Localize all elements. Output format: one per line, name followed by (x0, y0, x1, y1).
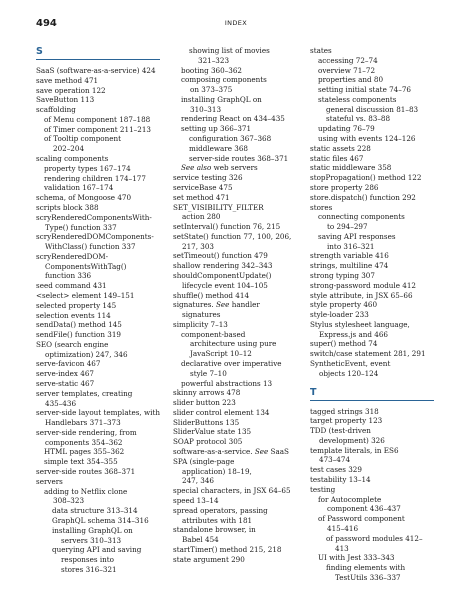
index-subentry (36, 174, 160, 184)
section-divider (310, 400, 434, 401)
entry-line: connecting components (318, 212, 405, 222)
entry-line: SaaS (software-as-a-service) 424 (36, 66, 156, 75)
index-subentry (36, 183, 160, 193)
index-entry (36, 389, 160, 409)
index-entry (310, 281, 434, 291)
index-subentry (36, 545, 160, 574)
entry-line: shouldComponentUpdate() (173, 270, 272, 280)
entry-line: 473–474 (319, 455, 351, 465)
index-entry (36, 320, 160, 330)
entry-line: switch/case statement 281, 291 (310, 349, 426, 359)
entry-line: component-based (181, 329, 246, 339)
entry-line: rendering React on 434–435 (181, 114, 285, 124)
entry-line: of password modules 412–413 (326, 533, 423, 553)
entry-line: TestUtils 336–337 (335, 572, 401, 582)
entry-line: seed command 431 (36, 281, 107, 291)
index-entry (310, 251, 434, 261)
index-entry (310, 446, 434, 466)
entry-line: server-side layout templates, with (36, 408, 160, 418)
index-entry (310, 154, 434, 164)
entry-line: on 373–375 (190, 85, 233, 95)
entry-line: querying API and saving (52, 545, 142, 555)
entry-line: SliderButtons 135 (173, 417, 240, 427)
entry-line: test cases 329 (310, 465, 362, 475)
index-subentry (310, 56, 434, 66)
index-entry (36, 86, 160, 96)
index-subentry (310, 212, 434, 232)
entry-line: rendering children 174–177 (44, 173, 146, 183)
index-entry (36, 330, 160, 340)
entry-line: HTML pages 355–362 (44, 447, 125, 457)
entry-line: standalone browser, in (173, 525, 256, 535)
entry-line: servers 310–313 (61, 535, 122, 545)
index-entry (310, 173, 434, 183)
entry-line: testing (310, 484, 336, 494)
entry-line: serve-static 467 (36, 379, 95, 388)
entry-line: 308–323 (53, 496, 85, 506)
index-entry (173, 173, 297, 183)
entry-line: skinny arrows 478 (173, 388, 241, 398)
entry-line: style-loader 233 (310, 310, 369, 320)
entry-line: scaling components (36, 154, 109, 164)
entry-line: tagged strings 318 (310, 406, 379, 416)
index-subentry (36, 506, 160, 516)
index-entry (36, 95, 160, 105)
entry-line: adding to Netflix clone (44, 486, 128, 496)
index-entry (310, 359, 434, 379)
index-subentry (173, 66, 297, 76)
entry-line: static middleware 358 (310, 163, 392, 173)
entry-line: architecture using pure (190, 339, 277, 349)
index-entry (310, 203, 434, 213)
index-subentry (173, 46, 297, 66)
entry-line: 247, 346 (182, 476, 215, 486)
entry-line: 415–416 (327, 523, 359, 533)
entry-line: setting up 366–371 (181, 124, 252, 134)
entry-line: serve-index 467 (36, 369, 94, 379)
index-entry (173, 193, 297, 203)
entry-line: overview 71–72 (318, 65, 376, 75)
index-subentry (173, 144, 297, 154)
entry-line: scryRenderedDOM- (36, 251, 109, 261)
entry-line: declarative over imperative (181, 359, 282, 368)
index-entry (36, 291, 160, 301)
entry-line: component 436–437 (327, 504, 401, 514)
entry-line: for Autocomplete (318, 494, 382, 504)
index-entry (173, 545, 297, 555)
index-subentry (173, 154, 297, 164)
page-number: 494 (36, 18, 57, 29)
entry-line: simple text 354–355 (44, 457, 118, 467)
index-entry (310, 320, 434, 340)
index-entry (173, 437, 297, 447)
entry-line: serve-favicon 467 (36, 359, 101, 369)
index-subentry (310, 75, 434, 85)
entry-line: installing GraphQL on (52, 525, 133, 535)
index-entry (36, 203, 160, 213)
index-subentry (173, 95, 297, 115)
entry-line: Express.js and 466 (319, 329, 388, 339)
index-subentry (36, 447, 160, 457)
index-entry (173, 203, 297, 223)
entry-line: attributes with 181 (182, 515, 253, 525)
entry-line: Type() function 337 (45, 222, 117, 232)
index-column-3 (310, 46, 434, 583)
entry-line: setting initial state 74–76 (318, 85, 411, 95)
entry-line: scryRenderedDOMComponents- (36, 232, 154, 242)
section-letter-t: T (310, 386, 317, 398)
index-entry (310, 183, 434, 193)
entry-line: strong typing 307 (310, 270, 375, 280)
entry-line: software-as-a-service. See SaaS (173, 447, 289, 457)
entry-line: template literals, in ES6 (310, 445, 399, 455)
index-subentry (310, 114, 434, 124)
entry-line: startTimer() method 215, 218 (173, 544, 282, 554)
entry-line: SOAP protocol 305 (173, 437, 243, 447)
entry-line: accessing 72–74 (318, 55, 378, 65)
entry-line: stores 316–321 (61, 564, 117, 574)
index-subentry (310, 124, 434, 134)
index-entry (310, 339, 434, 349)
entry-line: UI with Jest 333–343 (318, 553, 395, 563)
index-entry (36, 105, 160, 115)
entry-line: scripts block 388 (36, 202, 99, 212)
index-entry (173, 398, 297, 408)
index-entry (36, 213, 160, 233)
index-entry (36, 467, 160, 477)
index-entry (36, 232, 160, 252)
index-entry (173, 506, 297, 526)
entry-line: 202–204 (53, 144, 85, 154)
index-entry (173, 183, 297, 193)
index-entry (173, 418, 297, 428)
index-subentry (310, 134, 434, 144)
entry-line: TDD (test-driven (310, 426, 371, 436)
index-entry (310, 416, 434, 426)
entry-line: property types 167–174 (44, 163, 131, 173)
index-entry (173, 300, 297, 320)
index-entry (36, 369, 160, 379)
index-entry (310, 261, 434, 271)
index-entry (173, 408, 297, 418)
index-entry (173, 486, 297, 496)
entry-line: special characters, in JSX 64–65 (173, 486, 291, 496)
entry-line: spread operators, passing (173, 505, 268, 515)
entry-line: lifecycle event 104–105 (182, 280, 268, 290)
entry-line: action 280 (182, 212, 221, 222)
section-letter-s: S (36, 46, 43, 57)
entry-line: saving API responses (318, 231, 396, 241)
index-subentry (310, 66, 434, 76)
index-entry (173, 496, 297, 506)
entry-line: installing GraphQL on (181, 94, 262, 104)
entry-line: responses into (61, 555, 114, 565)
entry-line: setTimeout() function 479 (173, 251, 268, 261)
index-subentry (36, 115, 160, 125)
index-entry (173, 271, 297, 291)
section-spacer (310, 379, 434, 387)
index-entry (310, 407, 434, 417)
index-entry (310, 144, 434, 154)
entry-line: selection events 114 (36, 310, 111, 320)
index-entry (36, 252, 160, 281)
index-entry (310, 465, 434, 475)
entry-line: selected property 145 (36, 300, 117, 310)
entry-line: See also web servers (181, 163, 258, 173)
entry-line: stopPropagation() method 122 (310, 173, 422, 183)
entry-line: application) 18–19, (182, 466, 252, 476)
entry-line: strength variable 416 (310, 251, 389, 261)
index-entry (36, 193, 160, 203)
index-subentry (36, 134, 160, 154)
index-entry (310, 163, 434, 173)
entry-line: development) 326 (319, 435, 385, 445)
index-subentry (36, 487, 160, 507)
entry-line: stateless components (318, 94, 397, 104)
entry-line: components 354–362 (45, 437, 123, 447)
entry-line: properties and 80 (318, 75, 384, 85)
index-entry (310, 300, 434, 310)
entry-line: 321–323 (198, 55, 230, 65)
entry-line: using with events 124–126 (318, 134, 416, 144)
entry-line: 435–436 (45, 398, 77, 408)
index-entry (173, 261, 297, 271)
entry-line: set method 471 (173, 192, 230, 202)
entry-line: <select> element 149–151 (36, 290, 135, 300)
entry-line: into 316–321 (327, 241, 375, 251)
entry-line: target property 123 (310, 416, 383, 426)
index-entry (36, 379, 160, 389)
index-entry (36, 301, 160, 311)
index-subentry (36, 125, 160, 135)
index-subentry (310, 553, 434, 563)
entry-line: of Password component (318, 514, 405, 524)
entry-line: composing components (181, 75, 267, 85)
entry-line: data structure 313–314 (52, 506, 138, 516)
entry-line: validation 167–174 (44, 183, 114, 193)
index-subentry (310, 495, 434, 515)
entry-line: service testing 326 (173, 173, 243, 183)
index-entry (173, 222, 297, 232)
entry-line: 310–313 (190, 104, 222, 114)
index-subentry (173, 330, 297, 359)
index-subentry (310, 563, 434, 583)
entry-line: of Menu component 187–188 (44, 114, 151, 124)
index-entry (310, 310, 434, 320)
entry-line: shallow rendering 342–343 (173, 261, 273, 271)
entry-line: SEO (search engine (36, 339, 109, 349)
entry-line: SyntheticEvent, event (310, 359, 391, 368)
index-column-2 (173, 46, 297, 564)
running-head: INDEX (224, 19, 248, 27)
entry-line: middleware 368 (189, 143, 248, 153)
entry-line: stateful vs. 83–88 (326, 114, 391, 124)
entry-line: strings, multiline 474 (310, 261, 389, 271)
entry-line: setState() function 77, 100, 206, (173, 231, 292, 241)
entry-line: GraphQL schema 314–316 (52, 515, 149, 525)
index-entry (36, 76, 160, 86)
entry-line: save operation 122 (36, 85, 106, 95)
index-entry (310, 193, 434, 203)
entry-line: to 294–297 (327, 222, 368, 232)
entry-line: states (310, 46, 332, 55)
index-column-1 (36, 46, 160, 575)
entry-line: signatures (182, 310, 221, 320)
index-subentry (173, 124, 297, 134)
entry-line: finding elements with (326, 563, 406, 573)
entry-line: function 336 (45, 271, 92, 281)
index-subentry (173, 114, 297, 124)
index-entry (310, 46, 434, 56)
index-entry (310, 426, 434, 446)
index-entry (310, 271, 434, 281)
entry-line: WithClass() function 337 (45, 242, 136, 252)
entry-line: configuration 367–368 (189, 134, 272, 144)
entry-line: booting 360–362 (181, 65, 242, 75)
entry-line: 217, 303 (182, 241, 215, 251)
index-entry (36, 408, 160, 428)
entry-line: schema, of Mongoose 470 (36, 193, 132, 203)
entry-line: serviceBase 475 (173, 182, 233, 192)
entry-line: shuffle() method 414 (173, 290, 250, 300)
index-entry (173, 457, 297, 486)
entry-line: Handlebars 371–373 (45, 418, 121, 428)
index-entry (173, 320, 297, 330)
index-entry (173, 232, 297, 252)
index-entry (36, 66, 160, 76)
entry-line: SET_VISIBILITY_FILTER (173, 202, 264, 212)
index-subentry (173, 75, 297, 95)
entry-line: scryRenderedComponentsWith- (36, 212, 152, 222)
index-subentry (310, 95, 434, 105)
entry-line: slider control element 134 (173, 407, 270, 417)
index-entry (36, 311, 160, 321)
entry-line: SliderValue state 135 (173, 427, 252, 437)
index-subentry (173, 379, 297, 389)
entry-line: style property 460 (310, 300, 378, 310)
entry-line: server templates, creating (36, 388, 133, 398)
entry-line: of Tooltip component (44, 134, 122, 144)
entry-line: static files 467 (310, 153, 364, 163)
index-entry (310, 485, 434, 495)
section-divider (36, 59, 160, 60)
index-subentry (173, 163, 297, 173)
entry-line: servers (36, 476, 63, 486)
index-subentry (310, 534, 434, 554)
entry-line: server-side rendering, from (36, 427, 137, 437)
entry-line: ComponentsWithTag() (45, 261, 127, 271)
entry-line: testability 13–14 (310, 475, 371, 485)
index-entry (310, 349, 434, 359)
entry-line: server-side routes 368–371 (189, 153, 289, 163)
page-header (36, 18, 436, 32)
index-entry (310, 291, 434, 301)
index-entry (36, 359, 160, 369)
entry-line: SPA (single-page (173, 456, 235, 466)
index-entry (310, 475, 434, 485)
entry-line: style 7–10 (190, 368, 227, 378)
entry-line: super() method 74 (310, 339, 378, 349)
entry-line: scaffolding (36, 105, 76, 115)
entry-line: of Timer component 211–213 (44, 124, 151, 134)
index-entry (36, 281, 160, 291)
index-entry (173, 291, 297, 301)
index-subentry (310, 514, 434, 534)
index-entry (173, 251, 297, 261)
index-subentry (310, 105, 434, 115)
index-entry (173, 447, 297, 457)
entry-line: slider button 223 (173, 398, 236, 408)
index-entry (36, 154, 160, 164)
entry-line: strong-password module 412 (310, 280, 416, 290)
index-entry (173, 555, 297, 565)
index-subentry (310, 232, 434, 252)
entry-line: state argument 290 (173, 554, 245, 564)
index-subentry (173, 359, 297, 379)
index-subentry (36, 164, 160, 174)
entry-line: SaveButton 113 (36, 95, 95, 105)
entry-line: simplicity 7–13 (173, 319, 228, 329)
index-entry (173, 388, 297, 398)
index-entry (36, 477, 160, 487)
index-subentry (173, 134, 297, 144)
entry-line: style attribute, in JSX 65–66 (310, 290, 413, 300)
entry-line: Stylus stylesheet language, (310, 319, 410, 329)
entry-line: objects 120–124 (319, 368, 379, 378)
entry-line: setInterval() function 76, 215 (173, 222, 281, 232)
index-subentry (36, 526, 160, 546)
index-entry (36, 428, 160, 448)
entry-line: store.dispatch() function 292 (310, 192, 416, 202)
entry-line: optimization) 247, 346 (45, 349, 128, 359)
index-subentry (36, 516, 160, 526)
index-entry (173, 427, 297, 437)
entry-line: stores (310, 202, 333, 212)
entry-line: showing list of movies (189, 46, 270, 55)
entry-line: JavaScript 10–12 (190, 349, 252, 359)
index-entry (173, 525, 297, 545)
entry-line: static assets 228 (310, 143, 371, 153)
entry-line: powerful abstractions 13 (181, 378, 273, 388)
entry-line: server-side routes 368–371 (36, 467, 136, 477)
index-entry (36, 340, 160, 360)
index-subentry (310, 85, 434, 95)
index-subentry (36, 457, 160, 467)
entry-line: speed 13–14 (173, 495, 219, 505)
entry-line: store property 286 (310, 182, 379, 192)
entry-line: sendFile() function 319 (36, 330, 121, 340)
entry-line: sendData() method 145 (36, 320, 122, 330)
entry-line: signatures. See handler (173, 300, 260, 310)
entry-line: Babel 454 (182, 535, 219, 545)
entry-line: updating 76–79 (318, 124, 375, 134)
entry-line: save method 471 (36, 75, 99, 85)
entry-line: general discussion 81–83 (326, 104, 419, 114)
